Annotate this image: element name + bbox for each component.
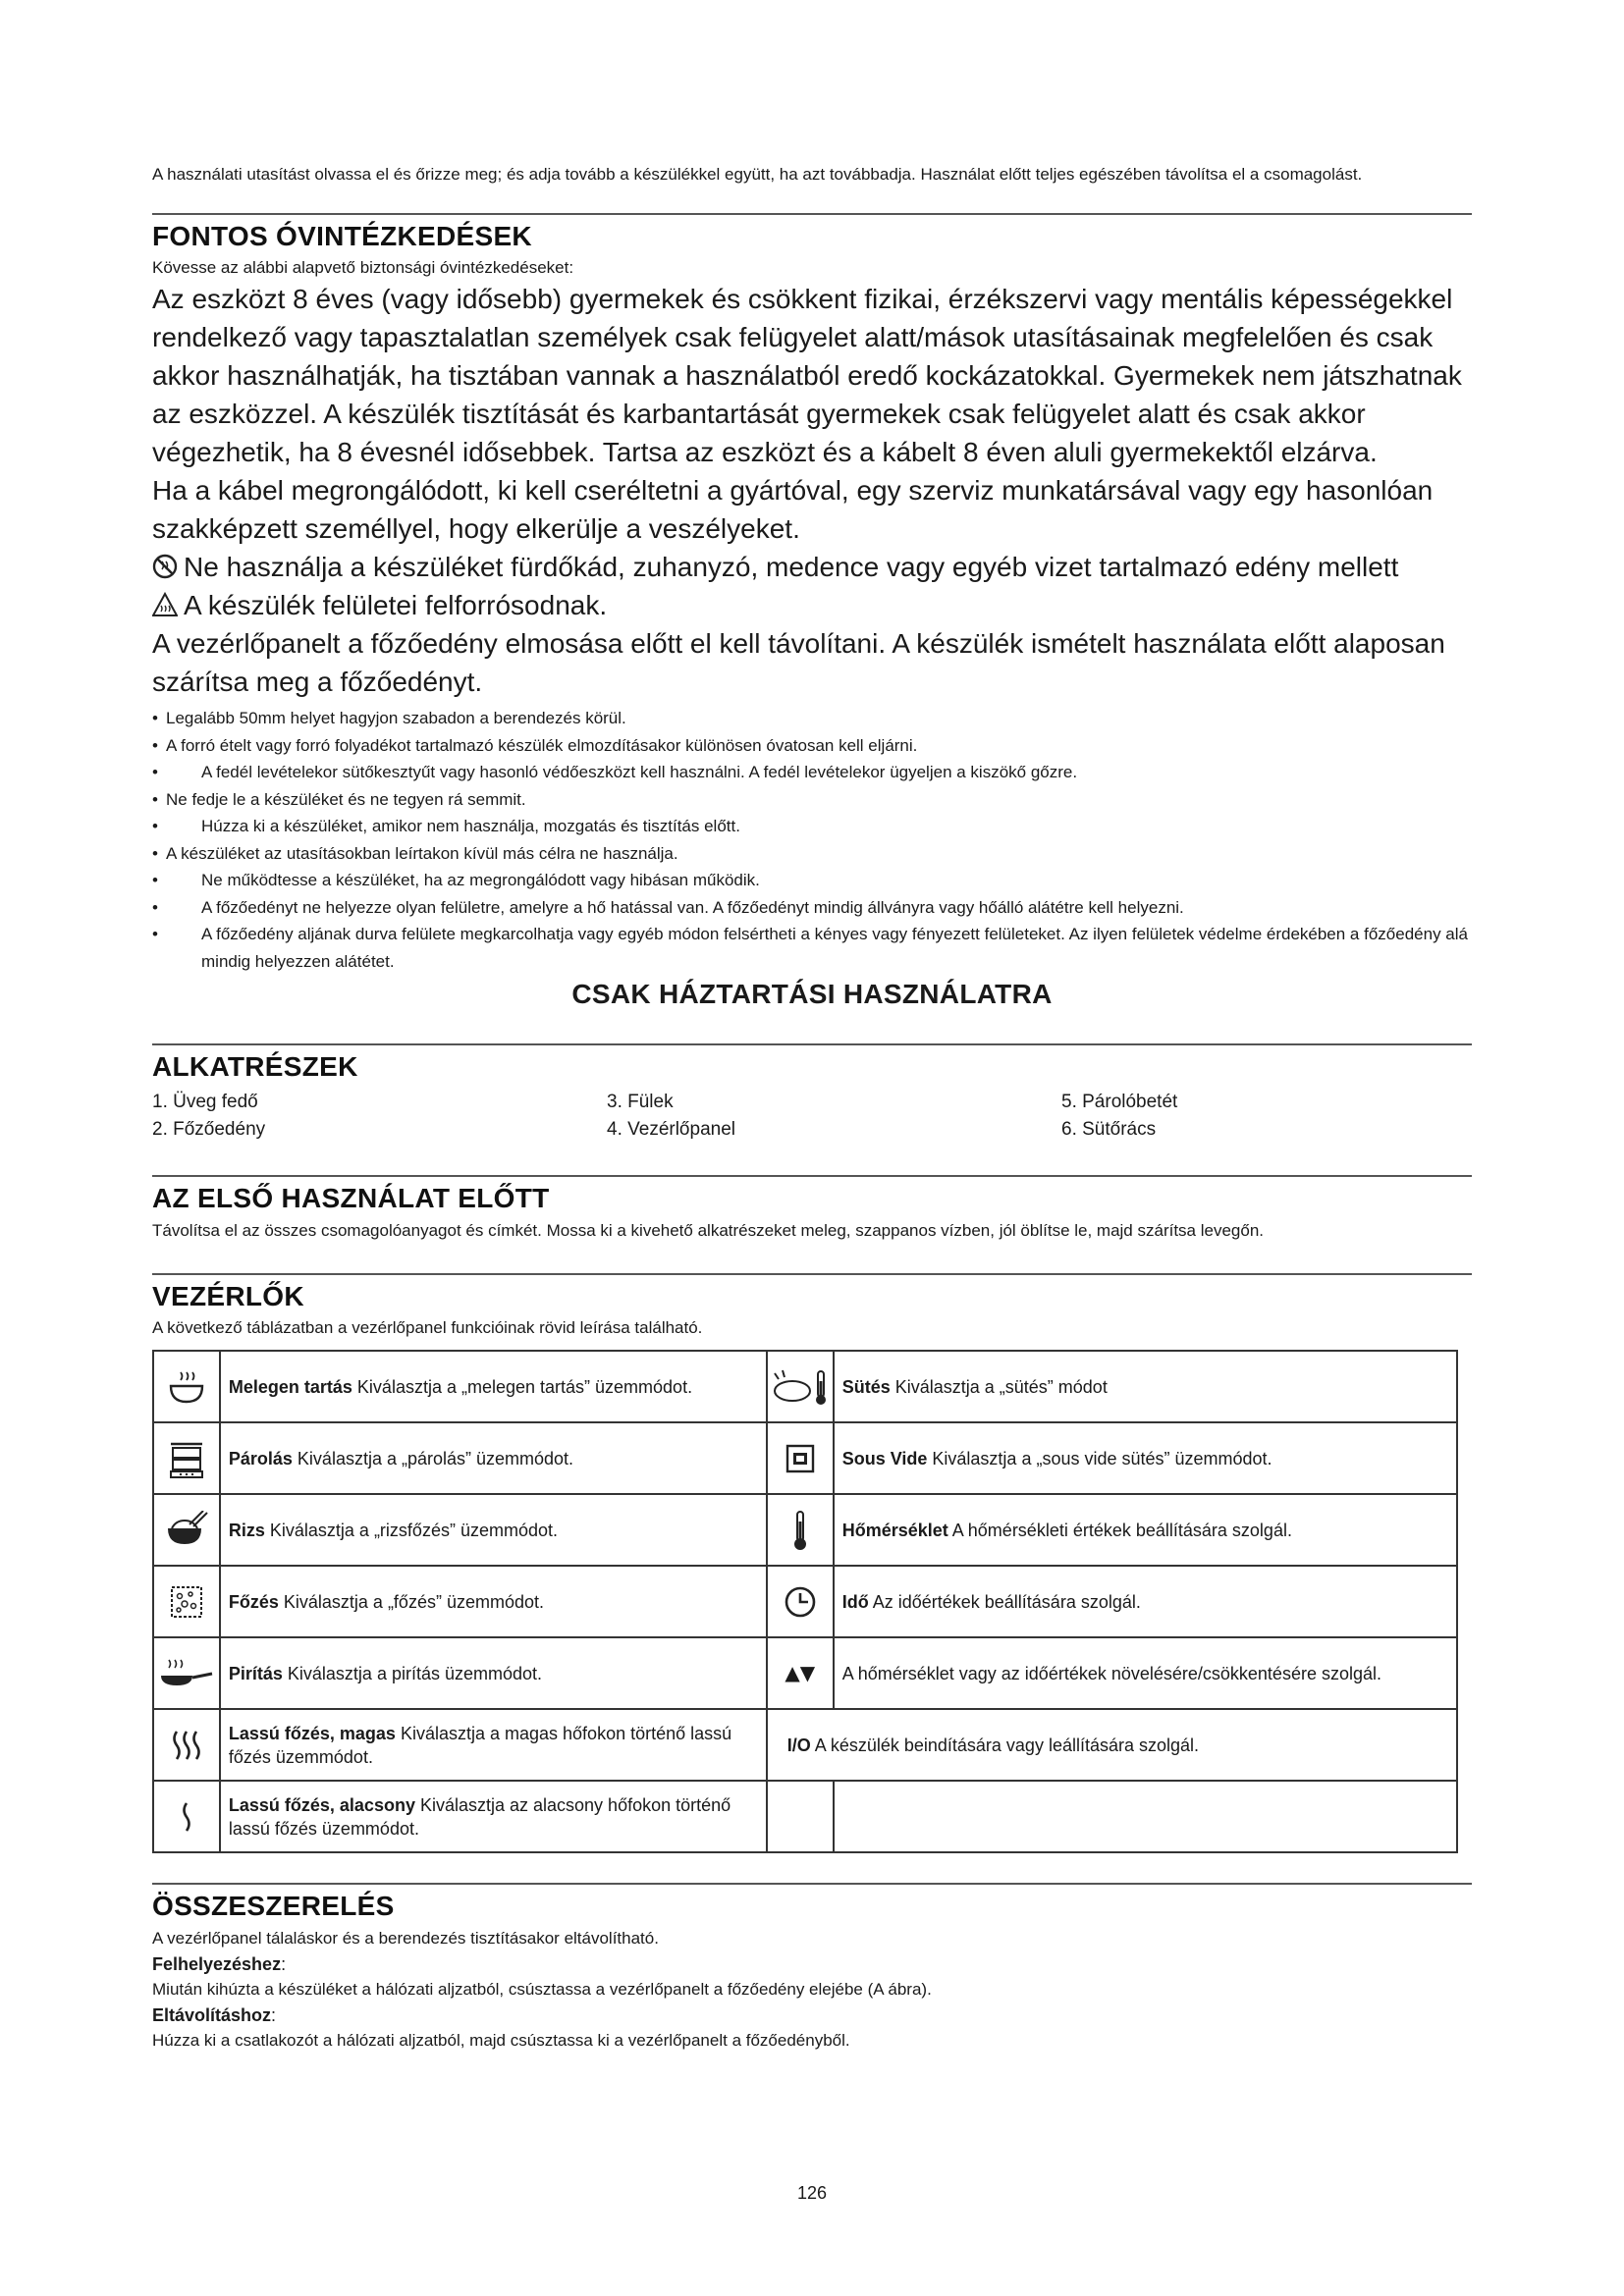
hot-surface-icon [152,589,178,614]
control-description: Kiválasztja a „párolás” üzemmódot. [292,1448,574,1468]
control-name: Sous Vide [841,1448,928,1468]
control-description: A hőmérsékleti értékek beállítására szolgál. [947,1520,1292,1540]
household-only-heading: CSAK HÁZTARTÁSI HASZNÁLATRA [571,979,1053,1009]
control-name: Hőmérséklet [841,1520,948,1540]
assembly-title: ÖSSZESZERELÉS [152,1891,395,1921]
roast-icon [767,1351,834,1422]
control-description: Kiválasztja a „főzés” üzemmódot. [278,1591,544,1612]
list-item: • A készüléket az utasításokban leírtakon kívül más célra ne használja. [152,840,1472,868]
steam-icon [153,1422,220,1494]
panel-note: A vezérlőpanelt a főzőedény elmosása előtt el kell távolítani. A készülék ismételt használata előtt alaposan szárítsa meg a főzőedényt. [152,628,1445,697]
control-name: Lassú főzés, alacsony [228,1794,415,1815]
list-item: • Ne működtesse a készüléket, ha az megrongálódott vagy hibásan működik. [152,867,1472,894]
part-item: 4. Vezérlőpanel [607,1119,735,1140]
assembly-text: A vezérlőpanel tálaláskor és a berendezés tisztításakor eltávolítható. [152,1929,659,1948]
first-use-title: AZ ELSŐ HASZNÁLAT ELŐTT [152,1183,550,1213]
control-name: Párolás [228,1448,293,1468]
control-description: Kiválasztja az alacsony hőfokon történő lassú főzés üzemmódot. [228,1794,731,1839]
control-description: A hőmérséklet vagy az időértékek növelésére/csökkentésére szolgál. [841,1663,1381,1683]
safety-paragraph-cable: Ha a kábel megrongálódott, ki kell cseréltetni a gyártóval, egy szerviz munkatársával vagy egy hasonlóan szakképzett személlyel, hogy elkerülje a veszélyeket. [152,475,1434,544]
control-name: Sütés [841,1376,891,1397]
clock-icon [767,1566,834,1637]
up-down-arrows-glyph: ▲▼ [785,1661,816,1684]
place-text: Miután kihúzta a készüléket a hálózati aljzatból, csúsztassa a vezérlőpanelt a főzőedény elejébe (A ábra). [152,1980,932,1999]
warning-water [152,548,1472,586]
controls-table [152,1350,1458,1853]
control-description: Kiválasztja a magas hőfokon történő lassú főzés üzemmódot. [228,1723,732,1767]
safety-paragraph-children: Az eszközt 8 éves (vagy idősebb) gyermekek és csökkent fizikai, érzékszervi vagy mentális képességekkel rendelkező vagy tapasztalatlan személyek csak felügyelet alatt/mások utasításainak megfelelően és csak akkor használhatják, ha tisztában vannak a használatból eredő kockázatokkal. Gyermekek nem játszhatnak az eszközzel. A készülék tisztítását és karbantartását gyermekek csak felügyelet alatt és csak akkor végezhetik, ha 8 évesnél idősebbek. Tartsa az eszközt és a kábelt 8 éven aluli gyermekektől elzárva. [152,284,1462,467]
control-name: Idő [841,1591,869,1612]
divider [152,1043,1472,1045]
safety-subtitle: Kövesse az alábbi alapvető biztonsági óvintézkedéseket: [152,258,574,277]
list-item: • Legalább 50mm helyet hagyjon szabadon a berendezés körül. [152,705,1472,732]
table-row [153,1351,1457,1422]
list-item: • A fedél levételekor sütőkesztyűt vagy hasonló védőeszközt kell használni. A fedél levételekor ügyeljen a kiszökő gőzre. [152,759,1472,786]
safety-bullet-list [152,705,1472,975]
control-name: Pirítás [228,1663,283,1683]
place-label: Felhelyezéshez: [152,1954,287,1974]
control-description: Kiválasztja a „sous vide sütés” üzemmódot. [927,1448,1272,1468]
table-row [153,1494,1457,1566]
list-item: • A főzőedény aljának durva felülete megkarcolhatja vagy egyéb módon felsértheti a kényes vagy fényezett felületeket. Az ilyen felületek védelme érdekében a főzőedény alá mindig helyezzen alátétet. [152,921,1472,975]
first-use-text: Távolítsa el az összes csomagolóanyagot és címkét. Mossa ki a kivehető alkatrészeket meleg, szappanos vízben, jól öblítse le, majd szárítsa levegőn. [152,1221,1265,1240]
part-item: 6. Sütőrács [1061,1119,1157,1140]
divider [152,1175,1472,1177]
control-description: Kiválasztja a „rizsfőzés” üzemmódot. [264,1520,558,1540]
parts-list [152,1089,1472,1144]
divider [152,1273,1472,1275]
control-name: Melegen tartás [228,1376,352,1397]
control-description: A készülék beindítására vagy leállítására szolgál. [810,1735,1200,1755]
control-description: Kiválasztja a „melegen tartás” üzemmódot. [352,1376,693,1397]
list-item: • A forró ételt vagy forró folyadékot tartalmazó készülék elmozdításakor különösen óvatosan kell eljárni. [152,732,1472,760]
control-name: Főzés [228,1591,279,1612]
list-item: • Ne fedje le a készüléket és ne tegyen rá semmit. [152,786,1472,814]
list-item: • Húzza ki a készüléket, amikor nem használja, mozgatás és tisztítás előtt. [152,813,1472,840]
parts-title: ALKATRÉSZEK [152,1051,358,1082]
table-row [153,1637,1457,1709]
control-description: Kiválasztja a pirítás üzemmódot. [282,1663,543,1683]
part-item: 5. Párolóbetét [1061,1092,1178,1112]
controls-title: VEZÉRLŐK [152,1281,304,1311]
part-item: 2. Főzőedény [152,1119,266,1140]
page-number: 126 [796,2183,828,2203]
warning-hot-text: A készülék felületei felforrósodnak. [184,590,608,620]
rice-icon [153,1494,220,1566]
intro-text: A használati utasítást olvassa el és őrizze meg; és adja tovább a készülékkel együtt, ha azt továbbadja. Használat előtt teljes egészében távolítsa el a csomagolást. [152,165,1363,184]
control-description: Kiválasztja a „sütés” módot [890,1376,1108,1397]
fry-pan-icon [153,1637,220,1709]
table-row [153,1781,1457,1852]
list-item: • A főzőedényt ne helyezze olyan felületre, amelyre a hő hatással van. A főzőedényt mindig állványra vagy hőálló alátétre kell helyezni. [152,894,1472,922]
keep-warm-icon [153,1351,220,1422]
control-name: I/O [786,1735,811,1755]
boil-icon [153,1566,220,1637]
slow-cook-low-icon [153,1781,220,1852]
no-water-icon [152,551,178,576]
warning-water-text: Ne használja a készüléket fürdőkád, zuhanyzó, medence vagy egyéb vizet tartalmazó edény mellett [184,552,1399,582]
divider [152,1883,1472,1885]
part-item: 1. Üveg fedő [152,1092,258,1112]
remove-label: Eltávolításhoz: [152,2005,277,2025]
control-description: Az időértékek beállítására szolgál. [868,1591,1141,1612]
up-down-arrows-icon [767,1637,834,1709]
control-name: Lassú főzés, magas [228,1723,396,1743]
controls-intro: A következő táblázatban a vezérlőpanel funkcióinak rövid leírása található. [152,1318,703,1337]
table-row [153,1709,1457,1781]
part-item: 3. Fülek [607,1092,674,1112]
sous-vide-icon [767,1422,834,1494]
warning-hot [152,586,1472,624]
table-row [153,1422,1457,1494]
divider [152,213,1472,215]
manual-page [152,162,1472,2054]
safety-title: FONTOS ÓVINTÉZKEDÉSEK [152,221,532,251]
table-row [153,1566,1457,1637]
slow-cook-high-icon [153,1709,220,1781]
thermometer-icon [767,1494,834,1566]
empty-cell [834,1781,1457,1852]
remove-text: Húzza ki a csatlakozót a hálózati aljzatból, majd csúsztassa ki a vezérlőpanelt a főzőedényből. [152,2031,850,2050]
empty-icon-cell [767,1781,834,1852]
control-name: Rizs [228,1520,265,1540]
